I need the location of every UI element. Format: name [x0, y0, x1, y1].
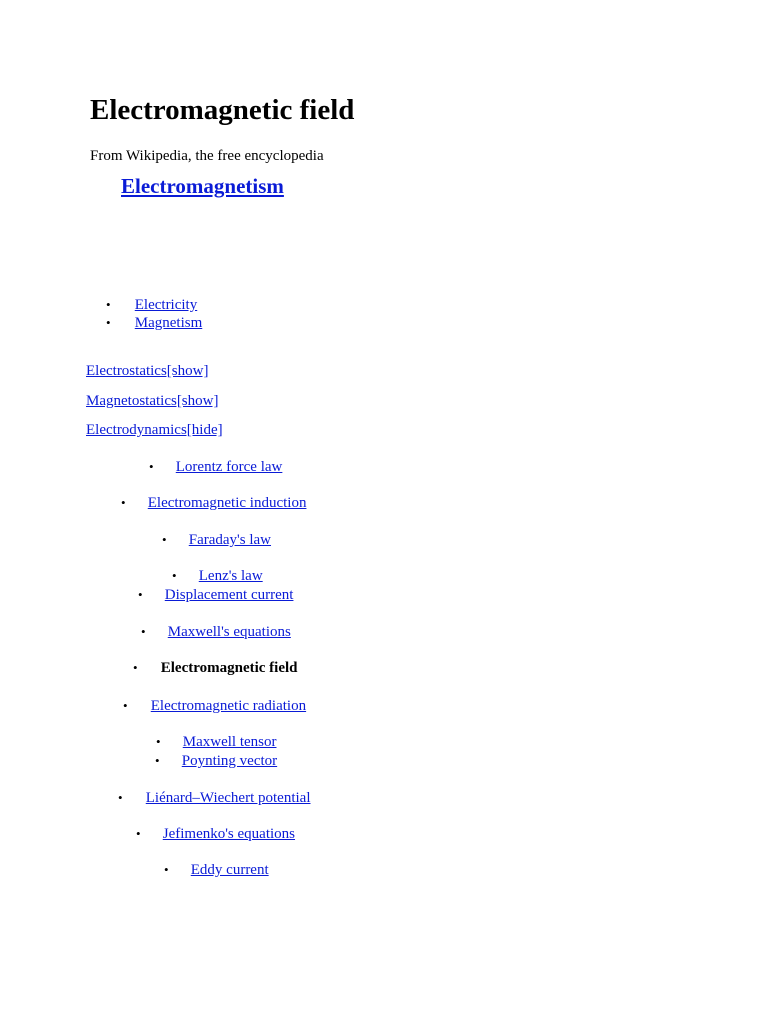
- magnetostatics-section-toggle[interactable]: Magnetostatics[show]: [86, 393, 219, 409]
- current-page-label: Electromagnetic field: [160, 660, 298, 676]
- bullet-icon: •: [155, 753, 160, 768]
- list-item: [156, 732, 276, 752]
- electromagnetism-series-link[interactable]: Electromagnetism: [121, 174, 284, 198]
- list-item: [106, 295, 197, 315]
- page-title: Electromagnetic field: [90, 94, 355, 126]
- bullet-icon: •: [121, 495, 126, 510]
- list-item: [133, 658, 298, 678]
- maxwell-tensor-link[interactable]: Maxwell tensor: [182, 734, 277, 750]
- bullet-icon: •: [141, 624, 146, 639]
- list-item: [138, 585, 293, 605]
- bullet-icon: •: [156, 734, 161, 749]
- bullet-icon: •: [149, 459, 154, 474]
- list-item: [141, 622, 291, 642]
- lienard-wiechert-potential-link[interactable]: Liénard–Wiechert potential: [145, 790, 311, 806]
- electromagnetic-radiation-link[interactable]: Electromagnetic radiation: [150, 698, 307, 714]
- electromagnetic-induction-link[interactable]: Electromagnetic induction: [147, 495, 307, 511]
- list-item: [149, 457, 282, 477]
- list-item: [162, 530, 271, 550]
- list-item: [106, 313, 202, 333]
- list-item: [118, 788, 311, 808]
- faradays-law-link[interactable]: Faraday's law: [188, 532, 272, 548]
- bullet-icon: •: [133, 660, 138, 675]
- bullet-icon: •: [118, 790, 123, 805]
- bullet-icon: •: [138, 587, 143, 602]
- list-item: [172, 566, 263, 586]
- lenzs-law-link[interactable]: Lenz's law: [198, 568, 263, 584]
- poynting-vector-link[interactable]: Poynting vector: [181, 753, 278, 769]
- maxwells-equations-link[interactable]: Maxwell's equations: [167, 624, 291, 640]
- list-item: [136, 824, 295, 844]
- magnetism-link[interactable]: Magnetism: [134, 315, 203, 331]
- bullet-icon: •: [164, 862, 169, 877]
- list-item: [121, 493, 306, 513]
- bullet-icon: •: [172, 568, 177, 583]
- site-tagline: From Wikipedia, the free encyclopedia: [90, 148, 324, 164]
- bullet-icon: •: [162, 532, 167, 547]
- bullet-icon: •: [106, 297, 111, 312]
- electrodynamics-section-toggle[interactable]: Electrodynamics[hide]: [86, 422, 223, 438]
- bullet-icon: •: [106, 315, 111, 330]
- jefimenkos-equations-link[interactable]: Jefimenko's equations: [162, 826, 296, 842]
- electrostatics-section-toggle[interactable]: Electrostatics[show]: [86, 363, 209, 379]
- list-item: [155, 751, 277, 771]
- eddy-current-link[interactable]: Eddy current: [190, 862, 269, 878]
- lorentz-force-law-link[interactable]: Lorentz force law: [175, 459, 283, 475]
- bullet-icon: •: [123, 698, 128, 713]
- list-item: [123, 696, 306, 716]
- electricity-link[interactable]: Electricity: [134, 297, 198, 313]
- list-item: [164, 860, 269, 880]
- displacement-current-link[interactable]: Displacement current: [164, 587, 294, 603]
- bullet-icon: •: [136, 826, 141, 841]
